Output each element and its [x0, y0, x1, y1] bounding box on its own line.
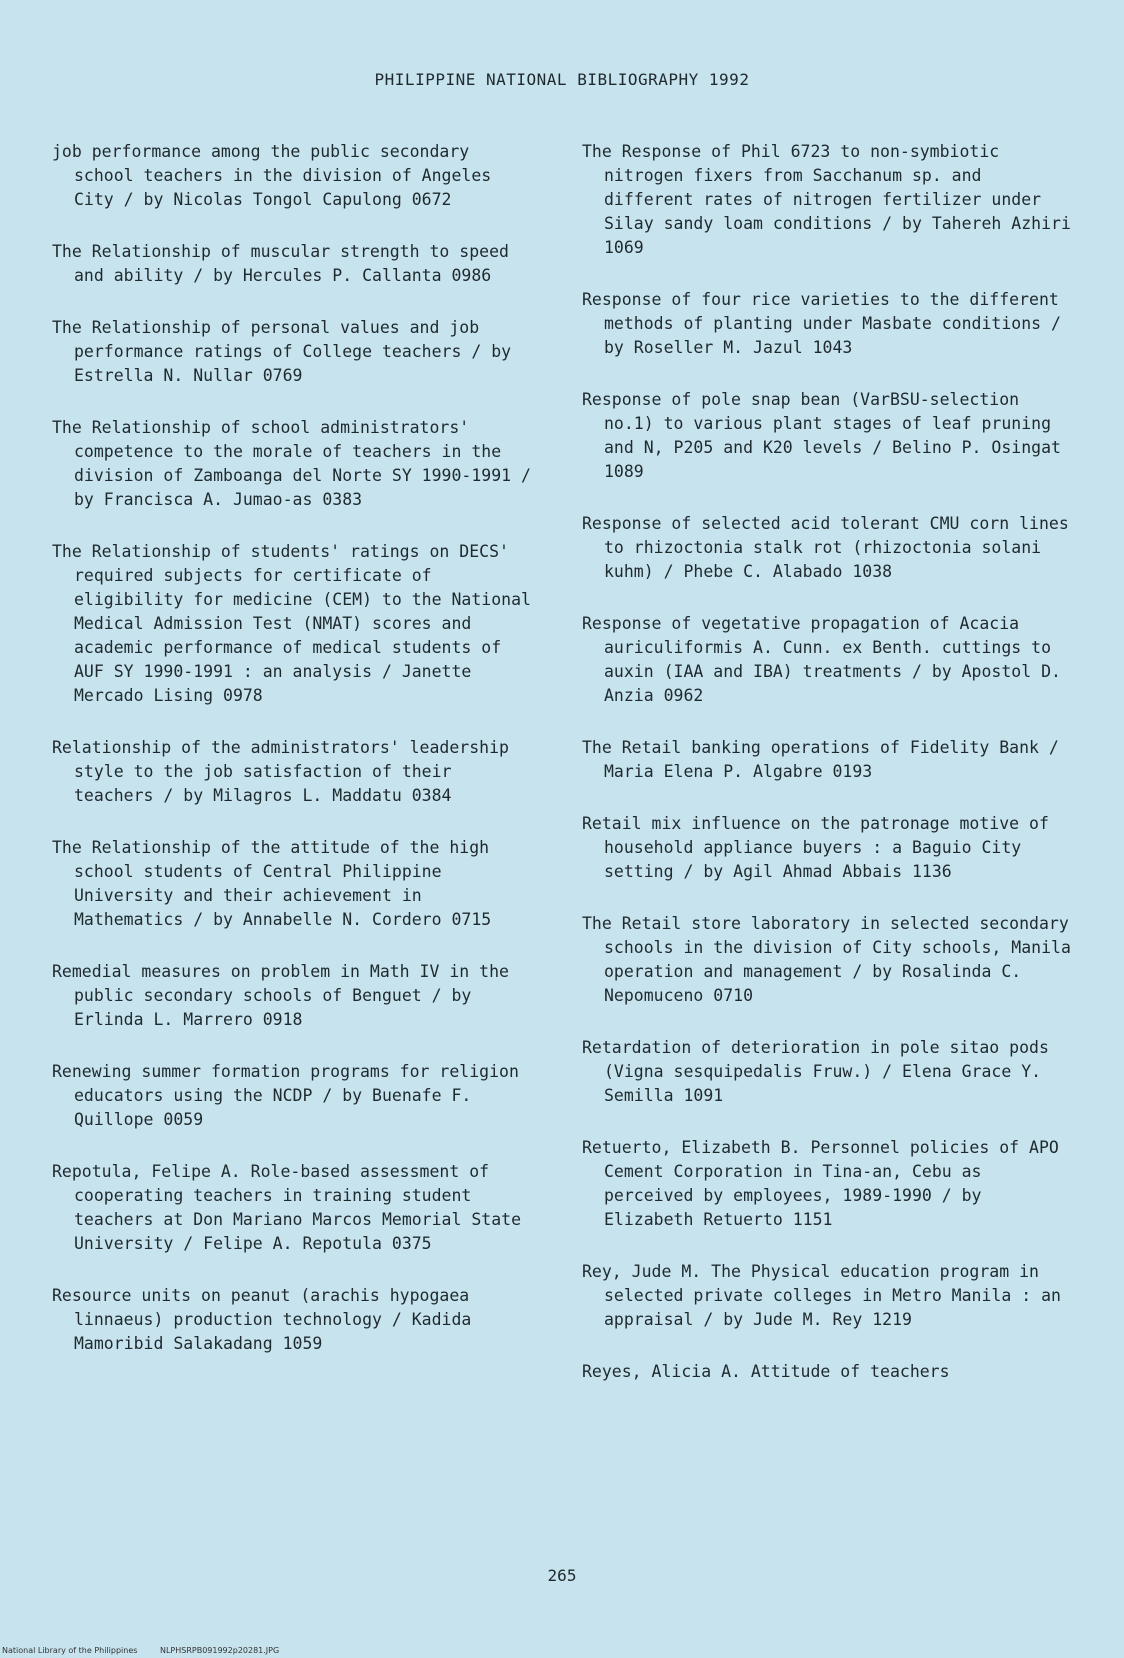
bibliography-entry: Retuerto, Elizabeth B. Personnel policies of APO Cement Corporation in Tina-an, Cebu as perceived by employees, 1989-1990 / by Elizabeth Retuerto 1151	[582, 1138, 1059, 1229]
bibliography-entry: Response of vegetative propagation of Acacia auriculiformis A. Cunn. ex Benth. cuttings to auxin (IAA and IBA) treatments / by Apostol D. Anzia 0962	[582, 614, 1061, 705]
page-number: 265	[547, 1566, 577, 1585]
footer-library: National Library of the Philippines	[2, 1646, 138, 1655]
bibliography-entry: Retail mix influence on the patronage motive of household appliance buyers : a Baguio City setting / by Agil Ahmad Abbais 1136	[582, 814, 1049, 881]
bibliography-entry: The Retail store laboratory in selected secondary schools in the division of City schools, Manila operation and management / by Rosalinda C. Nepomuceno 0710	[582, 914, 1071, 1005]
footer-file: NLPHSRPB091992p20281.JPG	[159, 1646, 280, 1655]
bibliography-entry: Reyes, Alicia A. Attitude of teachers	[582, 1362, 950, 1381]
bibliography-entry: job performance among the public secondary school teachers in the division of Angeles City / by Nicolas Tongol Capulong 0672	[52, 142, 492, 209]
page-header: PHILIPPINE NATIONAL BIBLIOGRAPHY 1992	[374, 70, 750, 89]
bibliography-entry: The Response of Phil 6723 to non-symbiotic nitrogen fixers from Sacchanum sp. and different rates of nitrogen fertilizer under Silay sandy loam conditions / by Tahereh Azhiri 1069	[582, 142, 1071, 257]
bibliography-entry: The Relationship of students' ratings on DECS' required subjects for certificate of eligibility for medicine (CEM) to the National Medical Admission Test (NMAT) scores and academic performance of medical students of AUF SY 1990-1991 : an analysis / Janette Mercado Lising 0978	[52, 542, 531, 705]
bibliography-entry: Retardation of deterioration in pole sitao pods (Vigna sesquipedalis Fruw.) / Elena Grace Y. Semilla 1091	[582, 1038, 1049, 1105]
bibliography-entry: The Retail banking operations of Fidelity Bank / Maria Elena P. Algabre 0193	[582, 738, 1059, 781]
bibliography-entry: Response of selected acid tolerant CMU corn lines to rhizoctonia stalk rot (rhizoctonia solani kuhm) / Phebe C. Alabado 1038	[582, 514, 1069, 581]
bibliography-entry: Relationship of the administrators' leadership style to the job satisfaction of their teachers / by Milagros L. Maddatu 0384	[52, 738, 509, 805]
bibliography-entry: The Relationship of the attitude of the high school students of Central Philippine University and their achievement in Mathematics / by Annabelle N. Cordero 0715	[52, 838, 492, 929]
right-column	[582, 140, 1072, 1412]
bibliography-entry: Rey, Jude M. The Physical education program in selected private colleges in Metro Manila : an appraisal / by Jude M. Rey 1219	[582, 1262, 1061, 1329]
bibliography-entry: Renewing summer formation programs for religion educators using the NCDP / by Buenafe F. Quillope 0059	[52, 1062, 519, 1129]
bibliography-entry: Repotula, Felipe A. Role-based assessment of cooperating teachers in training student teachers at Don Mariano Marcos Memorial State University / Felipe A. Repotula 0375	[52, 1162, 522, 1253]
left-column	[52, 140, 532, 1384]
bibliography-entry: Response of four rice varieties to the different methods of planting under Masbate conditions / by Roseller M. Jazul 1043	[582, 290, 1061, 357]
bibliography-entry: The Relationship of personal values and job performance ratings of College teachers / by Estrella N. Nullar 0769	[52, 318, 512, 385]
bibliography-entry: Response of pole snap bean (VarBSU-selection no.1) to various plant stages of leaf pruning and N, P205 and K20 levels / Belino P. Osingat 1089	[582, 390, 1061, 481]
bibliography-entry: Resource units on peanut (arachis hypogaea linnaeus) production technology / Kadida Mamoribid Salakadang 1059	[52, 1286, 472, 1353]
scan-footer	[2, 1646, 279, 1655]
bibliography-entry: The Relationship of school administrators' competence to the morale of teachers in the division of Zamboanga del Norte SY 1990-1991 / by Francisca A. Jumao-as 0383	[52, 418, 531, 509]
bibliography-entry: Remedial measures on problem in Math IV in the public secondary schools of Benguet / by Erlinda L. Marrero 0918	[52, 962, 509, 1029]
bibliography-entry: The Relationship of muscular strength to speed and ability / by Hercules P. Callanta 0986	[52, 242, 509, 285]
